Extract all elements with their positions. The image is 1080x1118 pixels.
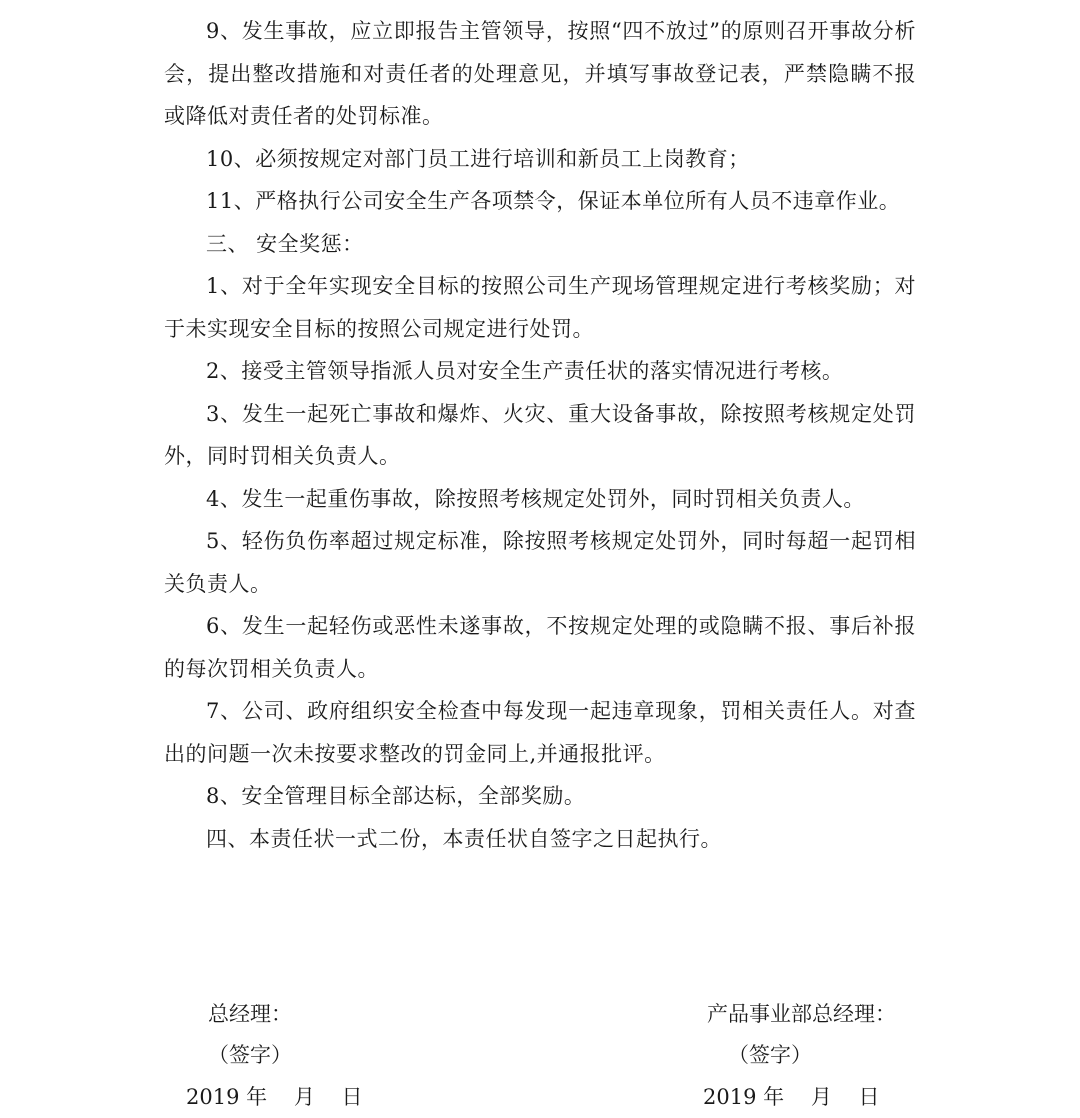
general-manager-date: 2019 年 月 日	[186, 1085, 363, 1109]
division-manager-date: 2019 年 月 日	[703, 1085, 880, 1109]
division-manager-signature: （签字）	[728, 1043, 812, 1067]
paragraph-reward-5: 5、轻伤负伤率超过规定标准，除按照考核规定处罚外，同时每超一起罚相关负责人。	[164, 529, 916, 596]
document-body	[164, 10, 916, 860]
section-four-execution: 四、本责任状一式二份，本责任状自签字之日起执行。	[206, 826, 722, 851]
paragraph-item-10: 10、必须按规定对部门员工进行培训和新员工上岗教育；	[206, 146, 750, 171]
paragraph-item-9: 9、发生事故，应立即报告主管领导，按照“四不放过”的原则召开事故分析会，提出整改措施和对责任者的处理意见，并填写事故登记表，严禁隐瞒不报或降低对责任者的处罚标准。	[164, 19, 916, 128]
paragraph-item-11: 11、严格执行公司安全生产各项禁令，保证本单位所有人员不违章作业。	[206, 189, 901, 213]
paragraph-reward-4: 4、发生一起重伤事故，除按照考核规定处罚外，同时罚相关负责人。	[206, 486, 865, 511]
paragraph-reward-7: 7、公司、政府组织安全检查中每发现一起违章现象，罚相关责任人。对查出的问题一次未按要求整改的罚金同上,并通报批评。	[164, 699, 916, 766]
paragraph-reward-2: 2、接受主管领导指派人员对安全生产责任状的落实情况进行考核。	[206, 359, 844, 383]
division-manager-title: 产品事业部总经理：	[707, 1002, 896, 1026]
general-manager-signature: （签字）	[208, 1043, 292, 1067]
paragraph-reward-6: 6、发生一起轻伤或恶性未遂事故，不按规定处理的或隐瞒不报、事后补报的每次罚相关负责人。	[164, 614, 916, 681]
paragraph-reward-3: 3、发生一起死亡事故和爆炸、火灾、重大设备事故，除按照考核规定处罚外，同时罚相关负责人。	[164, 401, 916, 468]
paragraph-reward-1: 1、对于全年实现安全目标的按照公司生产现场管理规定进行考核奖励；对于未实现安全目标的按照公司规定进行处罚。	[164, 274, 916, 341]
general-manager-title: 总经理：	[208, 1002, 292, 1026]
section-heading-rewards-penalties: 三、 安全奖惩：	[206, 231, 364, 256]
paragraph-reward-8: 8、安全管理目标全部达标，全部奖励。	[206, 784, 586, 808]
